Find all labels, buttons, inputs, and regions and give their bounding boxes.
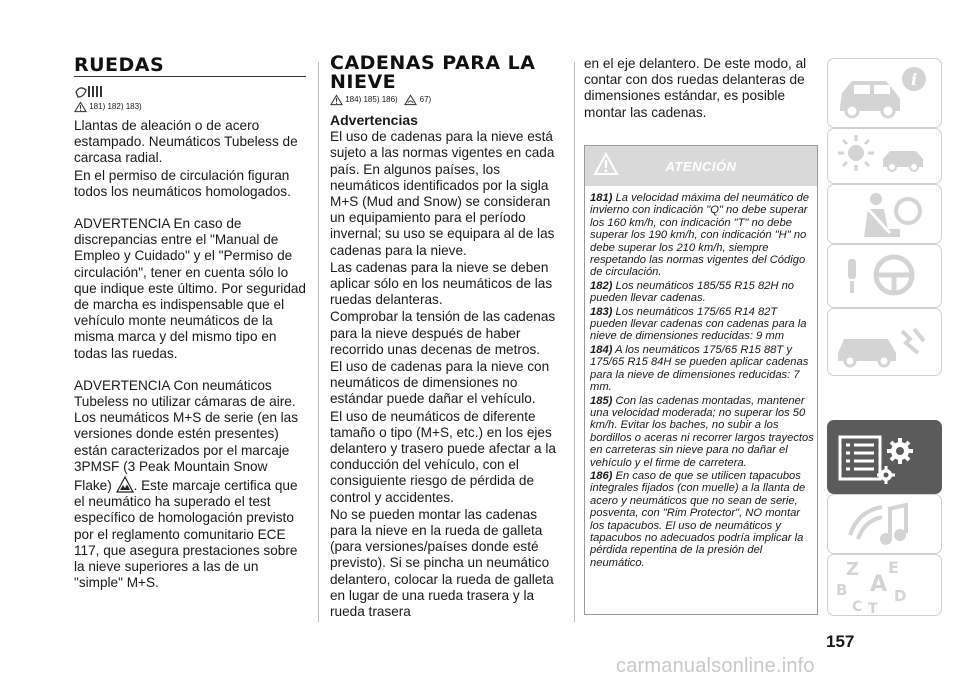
warning-item (590, 395, 814, 469)
para-advertencia-2 (74, 378, 306, 592)
refs-text-b: 67) (419, 95, 432, 105)
warning-item-num: 182) (590, 279, 613, 292)
index-letter: T (868, 601, 878, 615)
para-eje-delantero: en el eje delantero. De este modo, al contar con dos ruedas delanteras de dimensiones estándar, es posible montar las cadenas. (584, 56, 807, 120)
warning-item-text: Con las cadenas montadas, mantener una velocidad moderada; no superar los 50 km/h. Evitar los baches, no subir a los bordillos o aceras ni recorrer largos trayectos en carreteras sin nieve para no dañar el vehículo y el firme de carretera. (590, 394, 814, 469)
warning-item (590, 192, 814, 279)
warning-item-text: A los neumáticos 175/65 R15 88T y 175/65 R15 84H se pueden aplicar cadenas para la nieve de dimensiones reducidas: 7 mm. (590, 343, 809, 394)
lights-icon (828, 129, 941, 183)
tab-driving[interactable] (827, 244, 942, 308)
alphabet-index-icon (828, 555, 941, 615)
refs-text: 181) 182) 183) (89, 102, 142, 112)
col2-body (330, 112, 566, 621)
warning-item-text: En caso de que se utilicen tapacubos integrales fijados (con muelle) a la llanta de acero y neumáticos que no sean de serie, posventa, con "Rim Protector", NO montar los tapacubos. El uso de neumáticos y tapacubos no adecuados podría implicar la pérdida repentina de la presión del neumático. (590, 469, 806, 569)
index-letter: B (836, 581, 848, 599)
tab-multimedia[interactable] (827, 494, 942, 554)
title-line-1: CADENAS PARA LA (330, 52, 536, 74)
para-llantas: Llantas de aleación o de acero estampado. Neumáticos Tubeless de carcasa radial. (74, 118, 298, 166)
col1-body (74, 118, 306, 592)
title-rule (74, 76, 306, 77)
page-number: 157 (826, 632, 855, 651)
column-divider-2 (574, 62, 575, 622)
index-letter: D (894, 587, 907, 605)
para-rueda-galleta: No se pueden montar las cadenas para la nieve en la rueda de galleta (para versiones/países donde esté previsto). Si se pincha un neumático delantero, colocar la rueda de galleta en lugar de una rueda trasera y la rueda trasera (330, 506, 554, 620)
section-title-cadenas (330, 54, 535, 92)
warning-item (590, 470, 814, 569)
car-crash-icon (828, 309, 941, 375)
tire-icon (74, 83, 104, 99)
warning-item-num: 181) (590, 192, 613, 204)
snowflake-mountain-icon (116, 475, 134, 493)
warning-item (590, 280, 814, 305)
svg-text:i: i (910, 70, 918, 89)
multimedia-icon (828, 495, 941, 553)
section-title-ruedas: RUEDAS (74, 54, 165, 76)
para-3pmsf-a: ADVERTENCIA Con neumáticos Tubeless no utilizar cámaras de aire. Los neumáticos M+S de serie (en las versiones donde estén presentes) están caracterizados por el marcaje 3PMSF (3 Peak Mountain Snow Flake) (74, 377, 299, 494)
subtitle-advertencias: Advertencias (330, 112, 418, 128)
warning-triangle-icon (330, 94, 343, 106)
maintenance-list-gear-icon (828, 421, 941, 493)
para-3pmsf-b: . Este marcaje certifica que el neumático ha superado el test específico de homologación previsto por el reglamento comunitario ECE 117, que asegura prestaciones sobre la nieve superiores a las de un "simple" M+S. (74, 478, 298, 591)
warning-item-num: 183) (590, 305, 613, 318)
para-uso-cadenas: El uso de cadenas para la nieve está sujeto a las normas vigentes en cada país. En algunos países, los neumáticos identificados por la sigla M+S (Mud and Snow) se consideran un equipamiento para el período invernal; su uso se equipara al de las cadenas para la nieve. (330, 129, 555, 258)
tab-emergency[interactable] (827, 308, 942, 376)
col3-body (584, 56, 818, 122)
car-info-icon (828, 59, 941, 127)
title-line-2: NIEVE (330, 71, 397, 93)
para-tension: Comprobar la tensión de las cadenas para la nieve después de haber recorrido unas decenas de metros. (330, 309, 556, 357)
tab-safety[interactable] (827, 184, 942, 244)
warning-item (590, 306, 814, 343)
tab-index[interactable] (827, 554, 942, 616)
warning-item-text: La velocidad máxima del neumático de invierno con indicación "Q" no debe superar los 160 km/h, con indicación "T" no debe superar los 190 km/h, con indicación "H" no debe superar los 210 km/h, siempre respetando las normas vigentes del Código de circulación. (590, 192, 809, 279)
para-ruedas-delanteras: Las cadenas para la nieve se deben aplicar sólo en los neumáticos de las ruedas delanteras. (330, 259, 553, 308)
index-letter: C (852, 599, 863, 615)
warning-item-num: 186) (590, 469, 613, 482)
warning-item-text: Los neumáticos 175/65 R14 82T pueden llevar cadenas con cadenas para la nieve de dimensiones reducidas: 9 mm (590, 305, 807, 343)
warning-item-text: Los neumáticos 185/55 R15 82H no pueden llevar cadenas. (590, 279, 795, 305)
column-divider-1 (318, 62, 319, 622)
warning-items (590, 192, 814, 570)
tab-lights[interactable] (827, 128, 942, 184)
warning-triangle-icon (74, 101, 87, 113)
warning-refs (74, 101, 142, 113)
warning-item (590, 344, 814, 394)
warning-heading: ATENCIÓN (665, 159, 737, 174)
footer-watermark: carmanualsonline.info (616, 655, 815, 677)
index-letter: Z (846, 559, 860, 580)
steering-wheel-icon (828, 245, 941, 307)
warning-item-num: 185) (590, 394, 613, 407)
warning-refs-2 (330, 94, 431, 106)
index-letter: A (870, 572, 888, 597)
index-letter: E (888, 558, 899, 577)
caution-triangle-icon (404, 94, 417, 106)
warning-box (584, 145, 818, 615)
warning-header (585, 146, 817, 186)
refs-text-a: 184) 185) 186) (345, 95, 398, 105)
tab-dashboard-info[interactable] (827, 58, 942, 128)
para-permiso: En el permiso de circulación figuran todos los neumáticos homologados. (74, 167, 291, 199)
tab-maintenance[interactable] (827, 420, 942, 494)
para-advertencia-1: ADVERTENCIA En caso de discrepancias entre el "Manual de Empleo y Cuidado" y el "Permiso de circulación", tener en cuenta sólo lo que indique este último. Por seguridad de marcha es indispensable que el vehículo monte neumáticos de la misma marca y del mismo tipo en todas las ruedas. (74, 216, 306, 361)
warning-item-num: 184) (590, 343, 613, 356)
seatbelt-airbag-icon (828, 185, 941, 243)
para-dimensiones: El uso de cadenas para la nieve con neumáticos de dimensiones no estándar puede dañar el vehículo. (330, 359, 550, 407)
para-diferente-tamano: El uso de neumáticos de diferente tamaño o tipo (M+S, etc.) en los ejes delantero y trasero puede afectar a la conducción del vehículo, con el consiguiente riesgo de pérdida de control y accidentes. (330, 408, 556, 505)
